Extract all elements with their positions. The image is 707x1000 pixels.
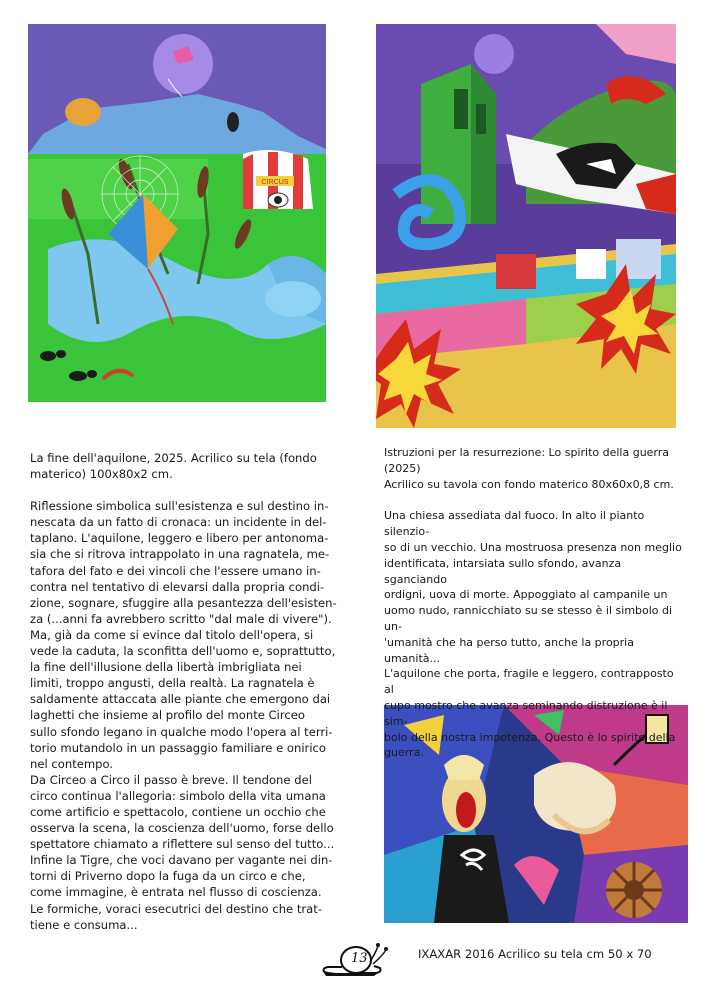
- painting-la-fine-dell-aquilone: [28, 24, 326, 402]
- artwork-left-body-paragraph-1: Riflessione simbolica sull'esistenza e sul destino in- nescata da un fatto di cronaca: un incidente in del- taplano. L'aquilone, leggero e libero per antonoma- sia che si ritrova intrappolato in una ragnatela, me- tafora del fato e dei vincoli che l'essere umano in- contra nel tentativo di elevarsi dalla propria condi- zione, sognare, sfuggire alla pesantezza dell'esisten- za (...anni fa avrebbero scritto "dal male di vivere"). Ma, già da come si evince dal titolo dell'opera, si vede la caduta, la sconfitta dell'uomo e, soprattutto, la fine dell'illusione della libertà imbrigliata nei limiti, troppo angusti, della realtà. La ragnatela è saldamente attaccata alle piante che emergono dai laghetti che insieme al profilo del monte Circeo sullo sfondo legano in qualche modo l'opera al terri- torio mutandolo in un passaggio familiare e onirico nel contempo.: [30, 499, 337, 771]
- artwork-left-description: [30, 450, 348, 933]
- artwork-bottom-caption: [418, 946, 698, 962]
- artwork-right-medium: Acrilico su tavola con fondo materico 80x60x0,8 cm.: [384, 477, 674, 491]
- artwork-right-description: [384, 445, 684, 761]
- artwork-bottom-caption-text: IXAXAR 2016 Acrilico su tela cm 50 x 70: [418, 947, 652, 961]
- circus-sign-text: CIRCUS: [261, 179, 289, 186]
- painting-lo-spirito-della-guerra: [376, 24, 676, 428]
- artwork-left-body-paragraph-2: Da Circeo a Circo il passo è breve. Il tendone del circo continua l'allegoria: simbolo della vita umana come artificio e spettacolo, contiene un occhio che osserva la scena, la coscienza dell'uomo, forse dello spettatore chiamato a riflettere sul senso del tutto... Infine la Tigre, che voci davano per vagante nei din- torni di Priverno dopo la fuga da un circo e che, come immagine, è entrata nel flusso di coscienza. Le formiche, voraci esecutrici del destino che trat- tiene e consuma...: [30, 772, 335, 932]
- artwork-right-body: Una chiesa assediata dal fuoco. In alto il pianto silenzio- so di un vecchio. Una mostruosa presenza non meglio identificata, intarsiata sullo sfondo, avanza sganciando ordigni, uova di morte. Appoggiato al campanile un uomo nudo, rannicchiato su se stesso è il simbolo di un- 'umanità che ha perso tutto, anche la propria umanità... L'aquilone che porta, fragile e leggero, contrapposto al cupo mostro che avanza seminando distruzione è il sim- bolo della nostra impotenza. Questo è lo spirito della guerra.: [384, 509, 682, 760]
- artwork-left-title: La fine dell'aquilone, 2025. Acrilico su tela (fondo materico) 100x80x2 cm.: [30, 451, 317, 482]
- page-number: 13: [351, 951, 368, 966]
- artwork-right-title-line1: Istruzioni per la resurrezione: Lo spirito della guerra: [384, 446, 670, 459]
- artwork-right-title-line2: (2025): [384, 461, 421, 475]
